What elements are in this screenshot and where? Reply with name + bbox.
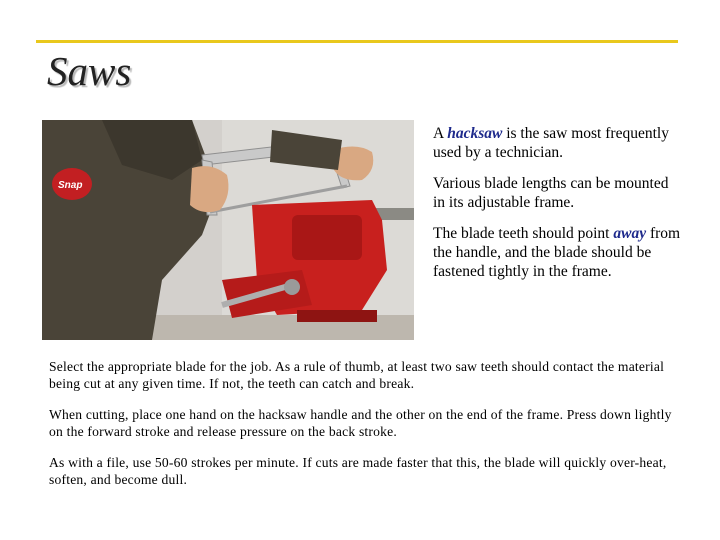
body-paragraph-1: Select the appropriate blade for the job. As a rule of thumb, at least two saw teeth should contact the material being cut at any given time. If not, the teeth can catch and break. [49,359,665,391]
keyword-hacksaw: hacksaw [447,125,503,142]
intro-paragraph-3 [433,224,683,281]
body-paragraph-3: As with a file, use 50-60 strokes per minute. If cuts are made faster that this, the blade will quickly over-heat, soften, and become dull. [49,455,667,487]
photo-badge-text: Snap [58,180,83,191]
photo-hand-left [190,166,228,212]
intro-p3-end: from the handle, and the blade should be fastened tightly in the frame. [433,225,681,280]
keyword-away: away [613,225,647,242]
hacksaw-photo [42,120,414,340]
intro-paragraph-1 [433,124,683,162]
intro-paragraph-2: Various blade lengths can be mounted in its adjustable frame. [433,175,669,211]
title-rule [36,40,678,43]
slide-title: Saws [47,48,132,94]
body-paragraph-2: When cutting, place one hand on the hacksaw handle and the other on the end of the frame. Press down lightly on the forward stroke and release pressure on the back stroke. [49,407,672,439]
body-text [49,358,689,502]
intro-text [433,124,683,293]
intro-p1-start: A [433,125,448,142]
intro-p3-start: The blade teeth should point [433,225,614,242]
intro-p1-end: is the saw most frequently used by a technician. [433,125,669,161]
